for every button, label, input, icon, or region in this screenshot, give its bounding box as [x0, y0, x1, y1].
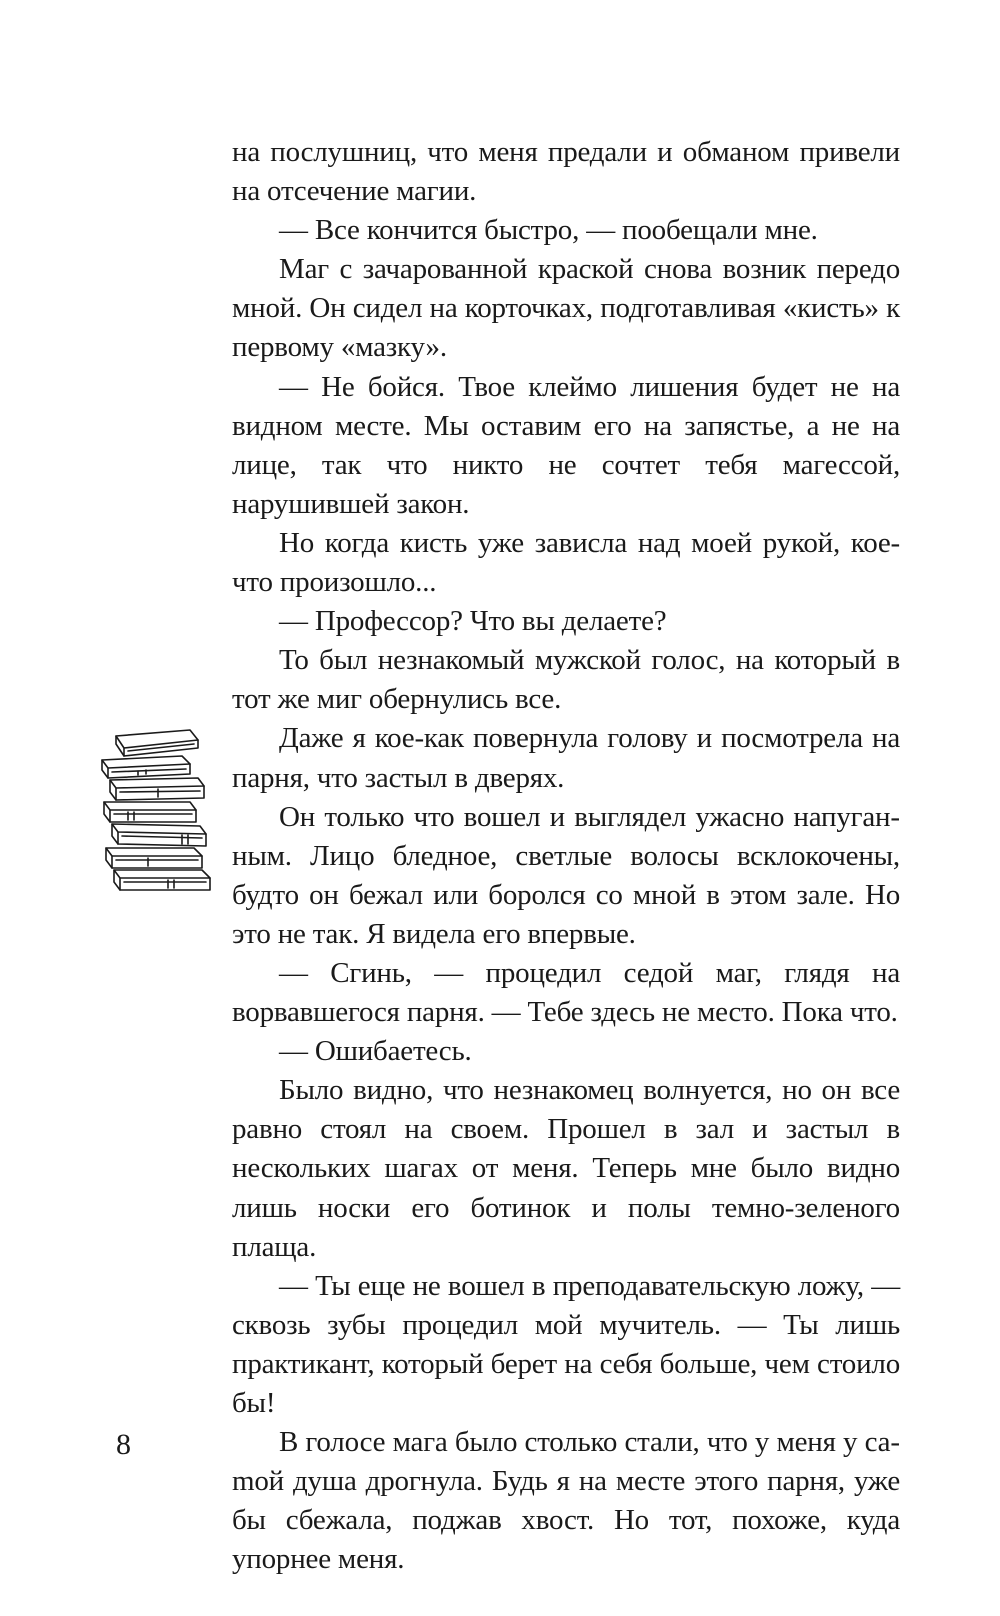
paragraph: — Ты еще не вошел в преподавательскую ложу, — сквозь зубы процедил мой мучитель. — Ты лишь практикант, который берет на себя больше, чем стоило бы! [232, 1269, 900, 1419]
paragraph: Маг с зачарованной краской снова возник передо мной. Он сидел на корточках, подготавливая «кисть» к первому «мазку». [232, 253, 900, 364]
paragraph: Но когда кисть уже зависла над моей рукой, кое-что произошло... [232, 526, 900, 599]
page-number: 8 [116, 1428, 131, 1461]
paragraph: Он только что вошел и выглядел ужасно напуганным. Лицо бледное, светлые волосы всклокочены, будто он бежал или боролся со мной в этом зале. Но это не так. Я видела его впервые. [232, 800, 900, 950]
paragraph: на послушниц, что меня предали и обманом привели на отсечение магии. [232, 136, 900, 208]
paragraph: В голосе мага было столько стали, что у меня у саmой душа дрогнула. Будь я на месте этого парня, уже бы сбежала, поджав хвост. Но тот, похоже, куда упорнее меня. [232, 1426, 900, 1576]
paragraph: То был незнакомый мужской голос, на который в тот же миг обернулись все. [232, 644, 900, 716]
paragraph: — Все кончится быстро, — пообещали мне. [279, 214, 818, 247]
paragraph: — Профессор? Что вы делаете? [279, 605, 667, 638]
paragraph: — Не бойся. Твое клеймо лишения будет не на видном месте. Мы оставим его на запястье, а не на лице, так что никто не сочтет тебя магессой, нарушившей закон. [232, 370, 900, 520]
body-text [232, 133, 900, 1579]
paragraph: — Ошибаетесь. [279, 1035, 472, 1068]
paragraph: Было видно, что незнакомец волнуется, но он все равно стоял на своем. Прошел в зал и застыл в нескольких шагах от меня. Теперь мне было видно лишь носки его ботинок и полы темно-зеленого плаща. [232, 1074, 900, 1263]
paragraph: Даже я кое-как повернула голову и посмотрела на парня, что застыл в дверях. [232, 722, 900, 794]
book-stack-icon [98, 728, 216, 893]
paragraph: — Сгинь, — процедил седой маг, глядя на ворвавшегося парня. — Тебе здесь не место. Пока что. [232, 956, 900, 1029]
